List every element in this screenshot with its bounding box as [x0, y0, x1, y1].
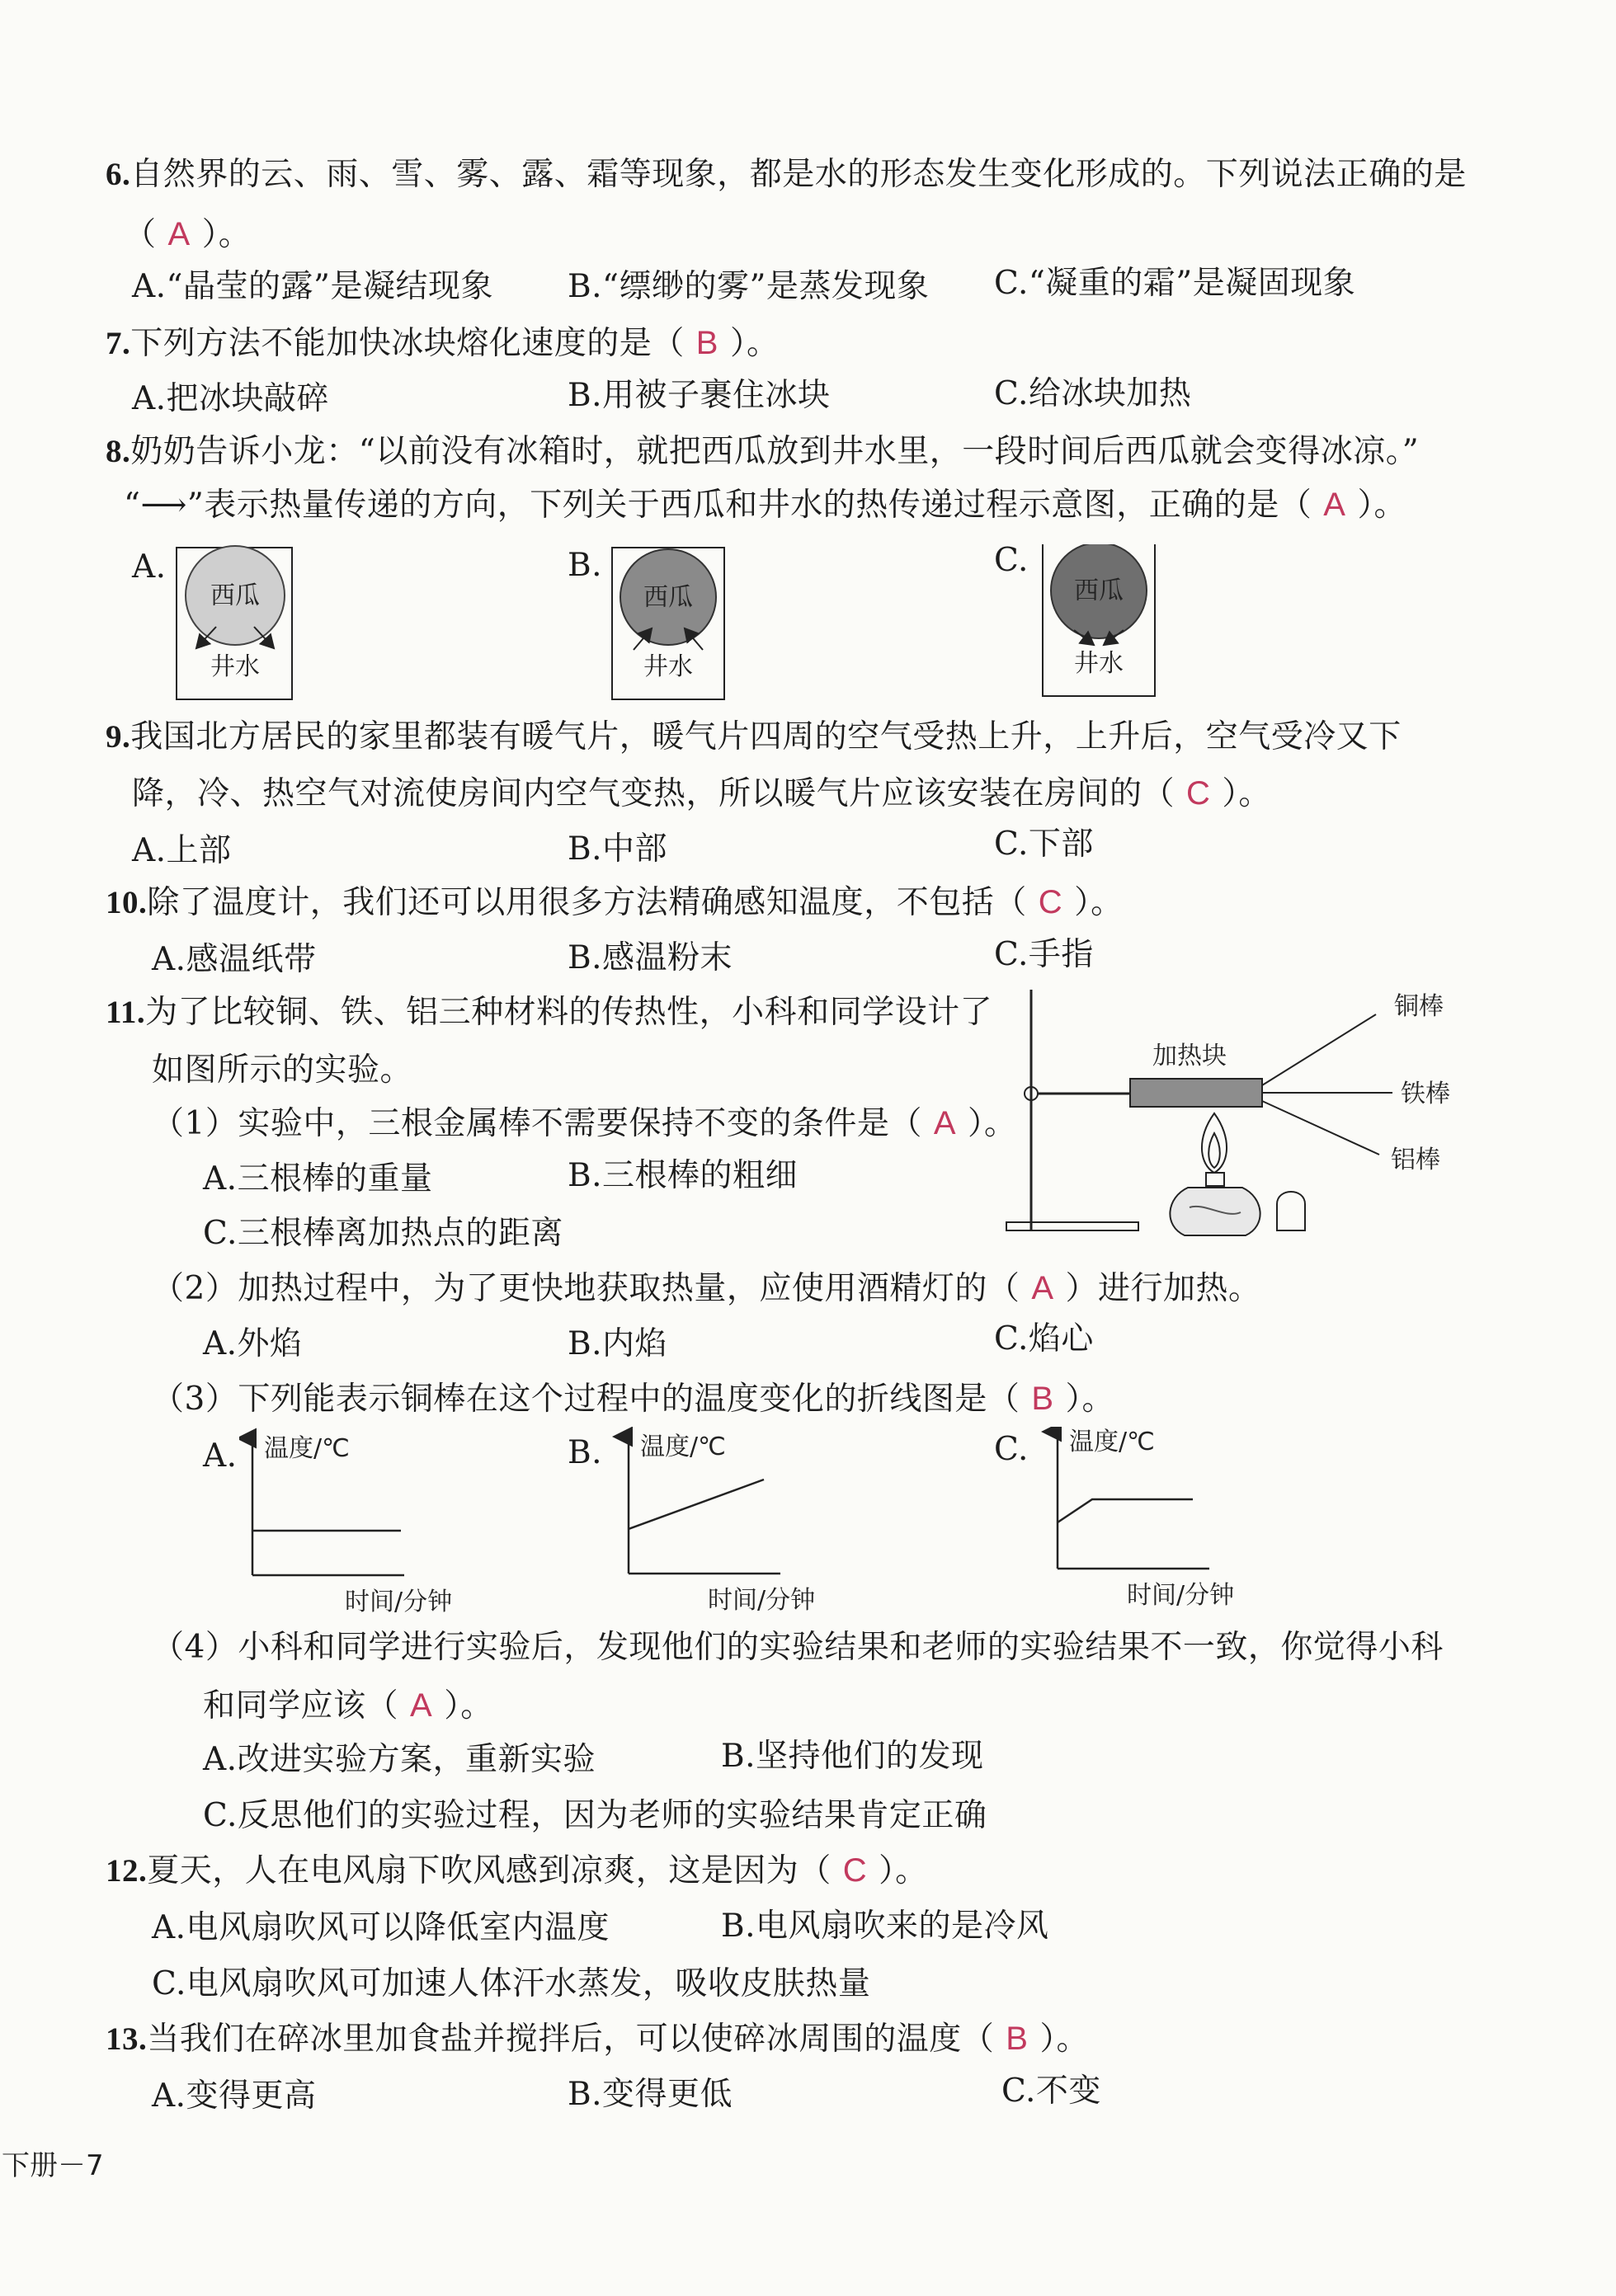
q8-answer: A	[1323, 487, 1346, 523]
label-aluminum: 铝棒	[1391, 1146, 1440, 1174]
q10-stem: 10.除了温度计，我们还可以用很多方法精确感知温度，不包括（ C ）。	[106, 881, 1124, 925]
stand-base	[1006, 1222, 1138, 1230]
graph-a-xlabel: 时间/分钟	[345, 1588, 453, 1616]
q9-option-c: C.下部	[994, 826, 1094, 863]
q7-stem: 7.下列方法不能加快冰块熔化速度的是（ B ）。	[106, 322, 779, 365]
q11-sub1-option-a: A.三根棒的重量	[203, 1160, 433, 1197]
q8-diagrams	[173, 544, 1163, 709]
q11-sub1-option-b: B.三根棒的粗细	[568, 1157, 799, 1194]
q8-a-well-water: 井水	[210, 652, 260, 681]
q9-stem: 9.我国北方居民的家里都装有暖气片，暖气片四周的空气受热上升，上升后，空气受冷又下	[106, 718, 1402, 755]
q11-sub2: （2）加热过程中，为了更快地获取热量，应使用酒精灯的（ A ）进行加热。	[152, 1267, 1261, 1310]
q7-option-a: A.把冰块敲碎	[132, 380, 330, 417]
q8-c-watermelon: 西瓜	[1074, 576, 1124, 605]
q11-sub1-option-c: C.三根棒离加热点的距离	[203, 1215, 563, 1252]
flame-icon	[1202, 1113, 1227, 1173]
q8-diagram-b	[612, 548, 724, 699]
q13-stem: 13.当我们在碎冰里加食盐并搅拌后，可以使碎冰周围的温度（ B ）。	[106, 2017, 1089, 2061]
q11-stem-2: 如图所示的实验。	[152, 1052, 413, 1089]
lamp-cap-icon	[1277, 1192, 1305, 1230]
q11-apparatus-figure	[998, 981, 1460, 1254]
q9-stem-2: 降，冷、热空气对流使房间内空气变热，所以暖气片应该安装在房间的（ C ）。	[132, 772, 1271, 816]
q8-a-watermelon: 西瓜	[210, 581, 260, 610]
q11-sub1-answer: A	[933, 1105, 957, 1141]
page-number: 下册－7	[2, 2149, 104, 2182]
q9-option-a: A.上部	[132, 832, 232, 869]
q11-sub4-option-b: B.坚持他们的发现	[721, 1738, 984, 1775]
q11-sub4-option-a: A.改进实验方案，重新实验	[203, 1741, 596, 1778]
q11-sub2-option-b: B.内焰	[568, 1325, 668, 1362]
q11-sub2-option-c: C.焰心	[994, 1320, 1094, 1357]
q8-option-c-label: C.	[994, 542, 1029, 579]
q11-sub3-option-a-label: A.	[203, 1437, 238, 1475]
graph-b-ylabel: 温度/℃	[640, 1433, 726, 1461]
graph-c-xlabel: 时间/分钟	[1127, 1581, 1235, 1610]
q12-option-c: C.电风扇吹风可加速人体汗水蒸发，吸收皮肤热量	[152, 1965, 871, 2002]
q11-stem: 11.为了比较铜、铁、铝三种材料的传热性，小科和同学设计了	[106, 994, 993, 1031]
q11-sub4-answer: A	[410, 1687, 433, 1724]
heating-block	[1130, 1079, 1262, 1107]
graph-a	[252, 1434, 452, 1616]
q11-sub4-option-c: C.反思他们的实验过程，因为老师的实验结果肯定正确	[203, 1797, 987, 1834]
q8-b-watermelon: 西瓜	[643, 583, 693, 612]
q11-sub3-option-b-label: B.	[568, 1434, 603, 1471]
q11-sub3-option-c-label: C.	[994, 1431, 1029, 1468]
q13-option-a: A.变得更高	[152, 2077, 317, 2115]
q6-answer-line: （ A ）。	[124, 213, 251, 256]
q13-option-c: C.不变	[1001, 2073, 1101, 2110]
label-copper: 铜棒	[1394, 992, 1444, 1021]
q6-answer: A	[167, 216, 191, 252]
copper-rod	[1262, 1014, 1376, 1085]
q10-option-b: B.感温粉末	[568, 939, 733, 976]
graph-c	[1058, 1428, 1234, 1610]
q10-option-c: C.手指	[994, 936, 1094, 973]
q13-option-b: B.变得更低	[568, 2076, 733, 2113]
q11-sub3: （3）下列能表示铜棒在这个过程中的温度变化的折线图是（ B ）。	[152, 1377, 1114, 1421]
q6-option-a: A.“晶莹的露”是凝结现象	[132, 268, 493, 305]
q8-option-b-label: B.	[568, 547, 603, 584]
q8-diagram-c	[1043, 544, 1155, 696]
graph-b-xlabel: 时间/分钟	[708, 1586, 816, 1615]
q10-answer: C	[1038, 884, 1063, 920]
aluminum-rod	[1262, 1101, 1379, 1155]
q11-sub2-answer: A	[1031, 1270, 1054, 1306]
q9-answer: C	[1186, 775, 1211, 812]
q12-option-b: B.电风扇吹来的是冷风	[721, 1908, 1049, 1945]
q12-answer: C	[842, 1852, 868, 1889]
q10-option-a: A.感温纸带	[152, 941, 317, 978]
q8-option-a-label: A.	[132, 548, 167, 586]
q7-answer: B	[695, 325, 718, 361]
label-iron: 铁棒	[1401, 1080, 1450, 1108]
q13-answer: B	[1006, 2021, 1029, 2057]
alcohol-lamp-icon	[1170, 1188, 1260, 1235]
q11-line-graphs	[239, 1427, 1246, 1616]
graph-c-line	[1058, 1499, 1193, 1522]
q12-stem: 12.夏天，人在电风扇下吹风感到凉爽，这是因为（ C ）。	[106, 1849, 928, 1893]
q6-option-c: C.“凝重的霜”是凝固现象	[994, 265, 1356, 302]
q8-c-well-water: 井水	[1074, 649, 1124, 678]
q6-stem: 6.自然界的云、雨、雪、雾、露、霜等现象，都是水的形态发生变化形成的。下列说法正确的是	[106, 156, 1467, 193]
graph-c-ylabel: 温度/℃	[1069, 1428, 1155, 1456]
q11-sub3-answer: B	[1031, 1381, 1054, 1417]
q11-sub1: （1）实验中，三根金属棒不需要保持不变的条件是（ A ）。	[152, 1102, 1017, 1146]
graph-a-ylabel: 温度/℃	[264, 1434, 350, 1463]
q11-sub4-line2: 和同学应该（ A ）。	[203, 1684, 493, 1728]
q6-option-b: B.“缥缈的雾”是蒸发现象	[568, 268, 930, 305]
q11-sub2-option-a: A.外焰	[203, 1325, 303, 1362]
graph-b-line	[629, 1480, 764, 1529]
graph-b	[629, 1433, 815, 1615]
q9-option-b: B.中部	[568, 830, 668, 868]
q7-option-c: C.给冰块加热	[994, 375, 1192, 412]
q8-stem-2: “⟶”表示热量传递的方向，下列关于西瓜和井水的热传递过程示意图，正确的是（ A ）。	[124, 483, 1406, 527]
q8-b-well-water: 井水	[643, 652, 693, 681]
q7-option-b: B.用被子裹住冰块	[568, 377, 831, 414]
q8-diagram-a	[177, 546, 292, 699]
q11-sub4: （4）小科和同学进行实验后，发现他们的实验结果和老师的实验结果不一致，你觉得小科	[152, 1629, 1444, 1666]
label-heating-block: 加热块	[1152, 1042, 1227, 1070]
q8-stem: 8.奶奶告诉小龙：“以前没有冰箱时，就把西瓜放到井水里，一段时间后西瓜就会变得冰凉。”	[106, 433, 1420, 470]
q12-option-a: A.电风扇吹风可以降低室内温度	[152, 1909, 610, 1946]
